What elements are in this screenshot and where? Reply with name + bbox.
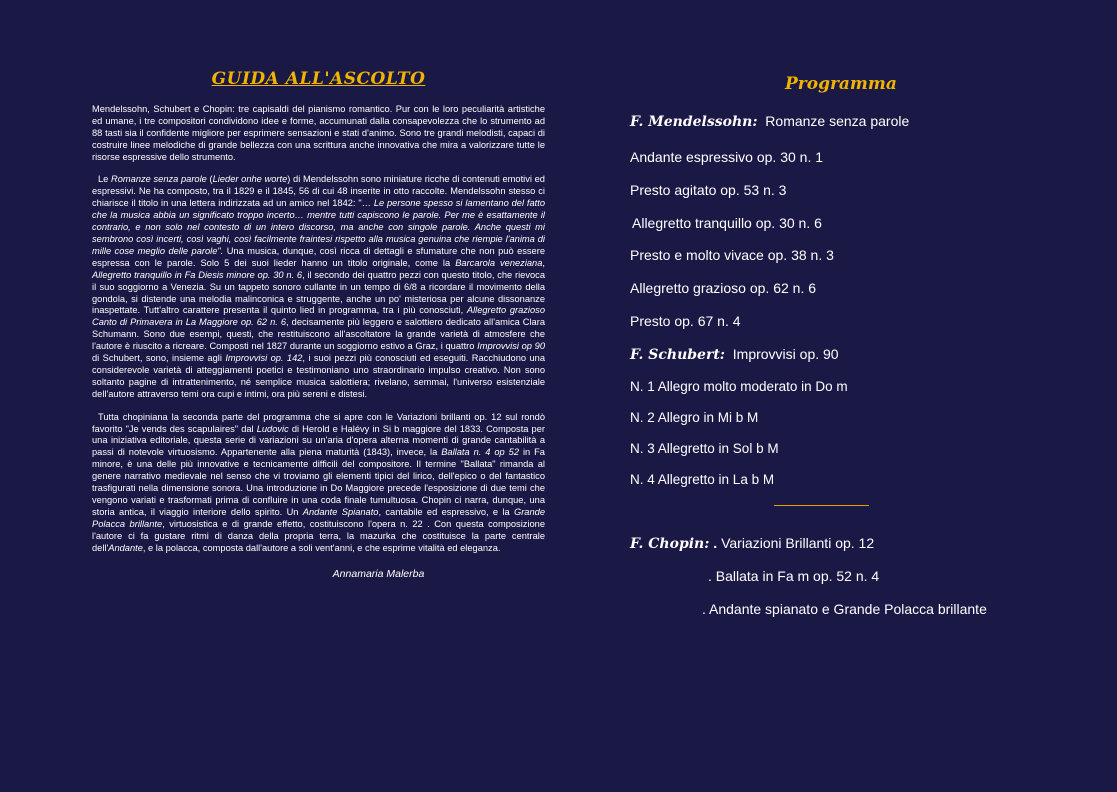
program-item: Allegretto grazioso op. 62 n. 6 — [630, 280, 817, 296]
program-item: Andante espressivo op. 30 n. 1 — [630, 149, 824, 165]
program-item: Presto e molto vivace op. 38 n. 3 — [630, 247, 834, 263]
work-title-schubert: Improvvisi op. 90 — [732, 346, 839, 362]
program-item: N. 3 Allegretto in Sol b M — [630, 441, 779, 456]
program-item: Presto agitato op. 53 n. 3 — [630, 182, 787, 198]
composer-schubert: F. Schubert: — [630, 347, 725, 363]
program-item: Allegretto tranquillo op. 30 n. 6 — [632, 215, 822, 231]
program-schubert-header — [630, 346, 839, 363]
program-mendelssohn-header — [630, 113, 909, 130]
guide-paragraph-chopin: Tutta chopiniana la seconda parte del programma che si apre con le Variazioni brillanti op. 12 sul rondò favorito "Je vends des scapulaires" dal Ludovic di Herold e Halévy in Si b maggiore del 1833. Composta per una iniziativa editoriale, questa serie di variazioni su un'aria d'opera alterna momenti di grande cantabilità a passi di notevole virtuosismo. Appartenente alla piena maturità (1843), invece, la Ballata n. 4 op 52 in Fa minore, è una delle più innovative e tecnicamente difficili del compositore. Il termine "Ballata" rimanda al genere narrativo medievale nel senso che vi troviamo gli elementi tipici del lirico, dell'epico o del fantastico trasfigurati nella dimensione sonora. Una introduzione in Do Maggiore precede l'esposizione di due temi che vengono variati e trasformati prima di confluire in una coda finale tumultuosa. Chopin ci narra, dunque, una storia antica, il viaggio interiore dello spirito. Un Andante Spianato, cantabile ed espressivo, e la Grande Polacca brillante, virtuosistica e di grande effetto, costituiscono l'opera n. 22 . Con questa composizione l'autore ci fa gustare ritmi di danza della propria terra, la mazurka che costituisce la parte centrale dell'Andante, e la polacca, composta dall'autore a soli vent'anni, e che esprime vitalità ed eleganza. — [92, 411, 545, 553]
author-signature: Annamaria Malerba — [332, 567, 425, 580]
program-item: . Andante spianato e Grande Polacca brillante — [702, 601, 987, 617]
section-divider — [774, 505, 869, 506]
program-item: N. 4 Allegretto in La b M — [630, 472, 775, 487]
work-title-mendelssohn: Romanze senza parole — [765, 113, 910, 129]
program-item: Presto op. 67 n. 4 — [630, 313, 741, 329]
program-heading: Programma — [785, 74, 897, 94]
guide-heading: GUIDA ALL'ASCOLTO — [211, 69, 426, 89]
program-item: N. 2 Allegro in Mi b M — [630, 410, 759, 425]
chopin-dot: . — [709, 535, 718, 551]
guide-paragraph-intro: Mendelssohn, Schubert e Chopin: tre capisaldi del pianismo romantico. Pur con le loro peculiarità artistiche ed umane, i tre compositori condividono idee e forme, accumunati dalla consapevolezza che lo strumento ad 88 tasti sia il confidente migliore per esprimere sensazioni e stati d'animo. Sono tre grandi melodisti, capaci di costruire linee melodiche di grande bellezza con una scrittura anche innovativa che mira a valorizzare tutte le risorse espressive dello strumento. — [92, 103, 545, 162]
listening-guide — [92, 69, 545, 580]
program-item: . Ballata in Fa m op. 52 n. 4 — [708, 568, 880, 584]
program-chopin-header — [630, 535, 874, 552]
work-title-chopin: Variazioni Brillanti op. 12 — [721, 535, 875, 551]
program-item: N. 1 Allegro molto moderato in Do m — [630, 379, 848, 394]
composer-chopin: F. Chopin: — [630, 536, 710, 552]
guide-paragraph-mendelssohn-schubert: Le Romanze senza parole (Lieder onhe worte) di Mendelssohn sono miniature ricche di contenuti emotivi ed espressivi. Ne ha composto, tra il 1829 e il 1845, 56 di cui 48 inserite in otto raccolte. Mendelssohn stesso ci chiarisce il titolo in una lettera indirizzata ad un amico nel 1842: "… Le persone spesso si lamentano del fatto che la musica abbia un significato troppo incerto… mentre tutti capiscono le parole. Per me è esattamente il contrario, e non solo nel contesto di un intero discorso, ma anche con singole parole. Anche questi mi sembrono così incerti, così vaghi, così facilmente fraintesi rispetto alla musica genuina che riempie l'anima di mille cose meglio delle parole". Una musica, dunque, così ricca di dettagli e sfumature che non può essere espressa con le parole. Solo 5 dei suoi lieder hanno un titolo originale, come la Barcarola veneziana, Allegretto tranquillo in Fa Diesis minore op. 30 n. 6, il secondo dei quattro pezzi con questo titolo, che rievoca il suo soggiorno a Venezia. Su un tappeto sonoro cullante in un tempo di 6/8 a ricordare il movimento della gondola, si distende una melodia malinconica e struggente, anche un po' misteriosa per alcune dissonanze inaspettate. Tutt'altro carattere presenta il quinto lied in programma, tra i più conosciuti, Allegretto grazioso Canto di Primavera in La Maggiore op. 62 n. 6, decisamente più leggero e salottiero dedicato all'amica Clara Schumann. Sono due esempi, questi, che restituiscono all'ascoltatore la grande varietà di atmosfere che l'autore è riuscito a ricreare. Composti nel 1827 durante un soggiorno estivo a Graz, i quattro Improvvisi op 90 di Schubert, sono, insieme agli Improvvisi op. 142, i suoi pezzi più conosciuti ed eseguiti. Racchiudono una considerevole varietà di atteggiamenti poetici e testimoniano uno straordinario impulso creativo. Non sono soltanto pagine di intrattenimento, né semplice musica salottiera; rivelano, semmai, l'universo esistenziale dell'autore attraverso temi ora cupi e intimi, ora più sereni e distesi. — [92, 174, 545, 399]
composer-mendelssohn: F. Mendelssohn: — [630, 114, 758, 130]
